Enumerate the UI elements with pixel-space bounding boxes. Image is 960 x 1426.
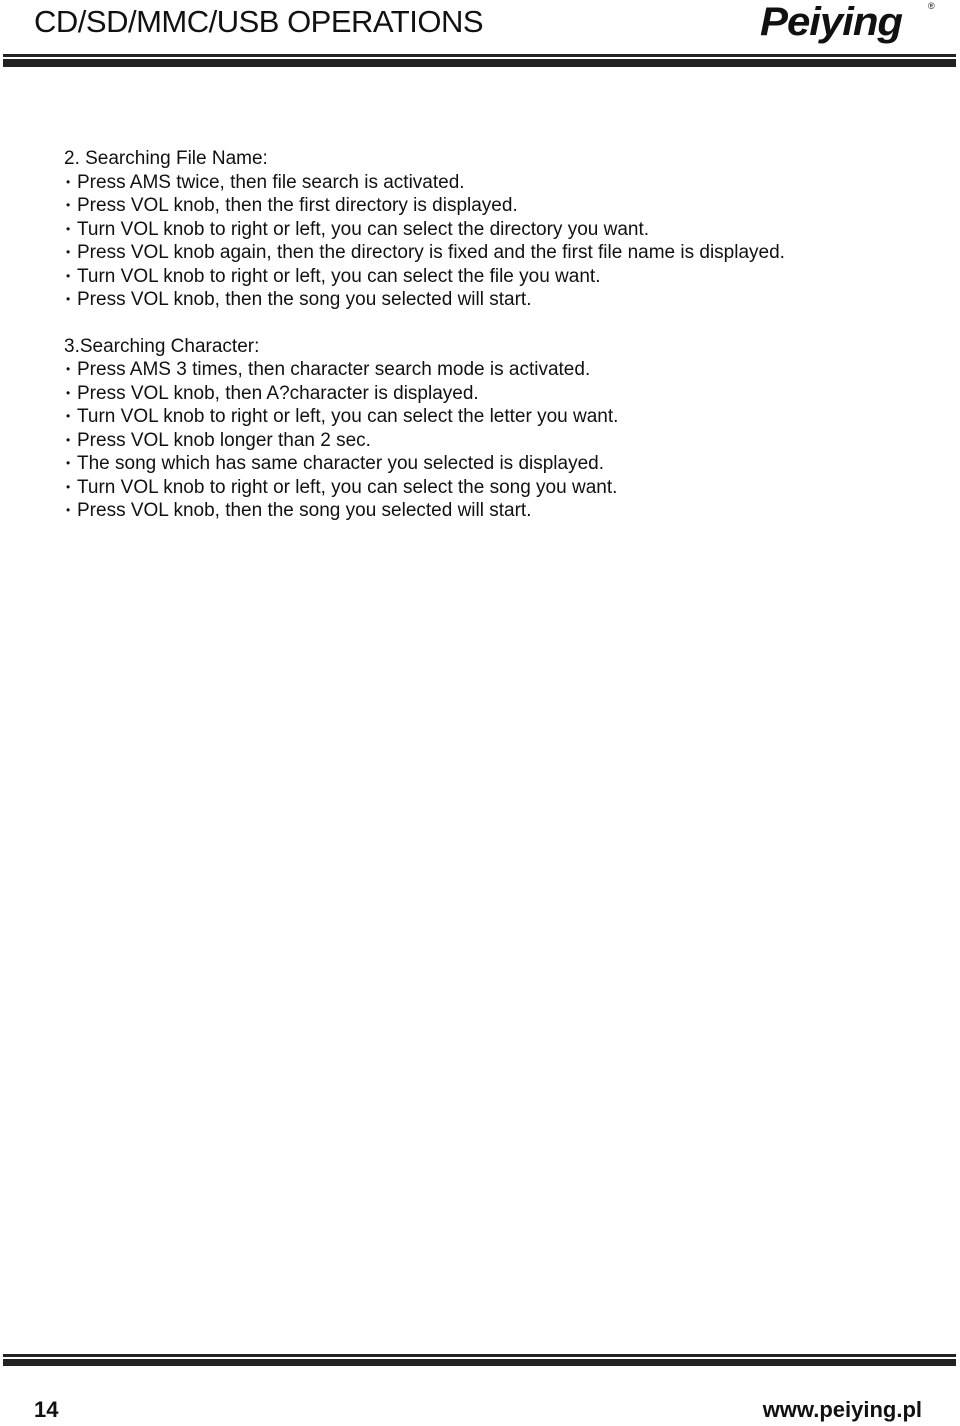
header-divider-thick (3, 59, 956, 67)
list-item (64, 382, 924, 406)
bullet-icon: • (66, 409, 71, 423)
list-item (64, 241, 924, 265)
list-item-text: Press VOL knob, then A?character is displayed. (77, 382, 479, 404)
list-item (64, 288, 924, 312)
section-searching-file-name (64, 147, 924, 312)
list-item-text: Turn VOL knob to right or left, you can select the directory you want. (77, 218, 650, 240)
page-number: 14 (34, 1397, 59, 1422)
list-item (64, 405, 924, 429)
list-item (64, 194, 924, 218)
footer-divider-thin (3, 1354, 956, 1357)
list-item-text: Press VOL knob again, then the directory is fixed and the first file name is displayed. (77, 242, 785, 263)
list-item-text: Turn VOL knob to right or left, you can select the letter you want. (77, 406, 619, 427)
list-item-text: Press VOL knob, then the first directory is displayed. (77, 195, 518, 216)
section-heading: 3.Searching Character: (64, 335, 260, 357)
list-item (64, 499, 924, 523)
list-item-text: Turn VOL knob to right or left, you can select the file you want. (77, 265, 601, 287)
bullet-icon: • (66, 292, 71, 306)
registered-mark: ® (928, 1, 935, 11)
list-item (64, 476, 924, 500)
bullet-icon: • (66, 456, 71, 470)
section-searching-character (64, 335, 924, 523)
list-item-text: Press VOL knob, then the song you selected will start. (77, 500, 532, 521)
bullet-icon: • (66, 503, 71, 517)
list-item (64, 171, 924, 195)
list-item-text: Press VOL knob longer than 2 sec. (77, 429, 371, 451)
instructions-content (64, 147, 924, 546)
list-item (64, 358, 924, 382)
list-item-text: Turn VOL knob to right or left, you can select the song you want. (77, 476, 618, 498)
list-item (64, 218, 924, 242)
bullet-icon: • (66, 385, 71, 400)
bullet-icon: • (66, 245, 71, 259)
instruction-list (64, 171, 924, 312)
header-divider-thin (3, 54, 956, 57)
website-url: www.peiying.pl (762, 1397, 922, 1422)
bullet-icon: • (66, 432, 71, 447)
bullet-icon: • (66, 198, 71, 212)
list-item (64, 452, 924, 476)
section-heading: 2. Searching File Name: (64, 148, 268, 169)
footer-divider-thick (3, 1359, 956, 1366)
page-title: CD/SD/MMC/USB OPERATIONS (34, 4, 484, 39)
bullet-icon: • (66, 221, 71, 236)
bullet-icon: • (66, 362, 71, 376)
bullet-icon: • (66, 479, 71, 494)
brand-logo: Peiying (760, 0, 903, 44)
bullet-icon: • (66, 268, 71, 283)
header-divider (3, 54, 956, 67)
footer-divider (3, 1354, 956, 1366)
list-item-text: Press AMS 3 times, then character search mode is activated. (77, 359, 591, 380)
list-item-text: The song which has same character you selected is displayed. (77, 453, 604, 474)
list-item (64, 265, 924, 289)
bullet-icon: • (66, 174, 71, 189)
list-item (64, 429, 924, 453)
instruction-list (64, 358, 924, 523)
list-item-text: Press VOL knob, then the song you selected will start. (77, 289, 532, 310)
list-item-text: Press AMS twice, then file search is activated. (77, 171, 465, 193)
